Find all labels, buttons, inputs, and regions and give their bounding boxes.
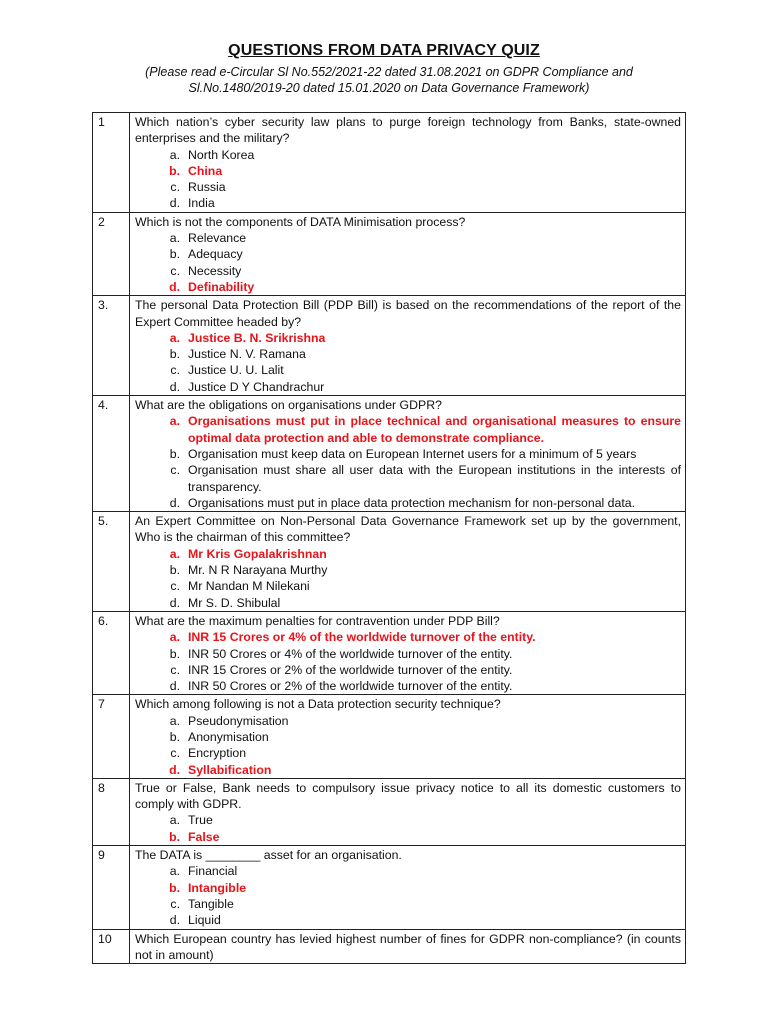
answer-options <box>135 147 681 212</box>
question-row <box>93 778 686 845</box>
option-letter: c. <box>170 180 180 195</box>
answer-option <box>135 346 681 362</box>
answer-option <box>135 362 681 378</box>
answer-option <box>135 662 681 678</box>
subtitle-line-2: Sl.No.1480/2019-20 dated 15.01.2020 on Data Governance Framework) <box>188 81 590 95</box>
question-text: The personal Data Protection Bill (PDP Bill) is based on the recommendations of the report of the Expert Committee headed by? <box>135 298 681 329</box>
option-text: Intangible <box>188 880 247 895</box>
question-row <box>93 695 686 778</box>
option-letter: a. <box>169 864 180 879</box>
option-text: Necessity <box>188 263 242 278</box>
answer-option <box>135 562 681 578</box>
question-number: 2 <box>93 212 130 295</box>
option-letter: c. <box>170 579 180 594</box>
question-cell <box>130 113 686 213</box>
answer-option <box>135 896 681 912</box>
option-text: Financial <box>188 864 238 879</box>
option-letter: b. <box>169 829 180 844</box>
option-letter: d. <box>169 679 180 694</box>
question-cell <box>130 212 686 295</box>
question-row <box>93 113 686 213</box>
answer-option <box>135 195 681 211</box>
option-letter: a. <box>169 713 180 728</box>
answer-option <box>135 713 681 729</box>
answer-options <box>135 330 681 395</box>
option-letter: d. <box>169 762 180 777</box>
question-row <box>93 296 686 396</box>
option-letter: d. <box>169 279 180 294</box>
answer-option <box>135 379 681 395</box>
option-text: INR 15 Crores or 4% of the worldwide turnover of the entity. <box>188 630 536 645</box>
option-text: Justice B. N. Srikrishna <box>188 330 326 345</box>
answer-options <box>135 713 681 778</box>
option-text: India <box>188 196 215 211</box>
option-text: Justice N. V. Ramana <box>188 347 306 362</box>
correct-answer-option <box>135 762 681 778</box>
option-text: Mr Kris Gopalakrishnan <box>188 546 327 561</box>
option-text: Syllabification <box>188 762 272 777</box>
option-text: Organisations must put in place technical and organisational measures to ensure optimal data protection and able to demonstrate compliance. <box>188 414 681 445</box>
question-row <box>93 396 686 512</box>
question-cell <box>130 611 686 694</box>
option-letter: a. <box>169 813 180 828</box>
option-letter: c. <box>170 463 180 478</box>
answer-option <box>135 578 681 594</box>
question-text: True or False, Bank needs to compulsory issue privacy notice to all its domestic customers to comply with GDPR. <box>135 780 681 812</box>
question-number: 1 <box>93 113 130 213</box>
option-letter: a. <box>169 231 180 246</box>
answer-options <box>135 863 681 928</box>
option-letter: b. <box>169 729 180 744</box>
option-letter: d. <box>169 595 180 610</box>
option-text: Encryption <box>188 746 247 761</box>
question-text: Which among following is not a Data protection security technique? <box>135 697 501 712</box>
option-text: Justice U. U. Lalit <box>188 363 284 378</box>
answer-options <box>135 546 681 611</box>
answer-option <box>135 729 681 745</box>
answer-options <box>135 230 681 295</box>
question-number: 5. <box>93 512 130 612</box>
question-number: 8 <box>93 778 130 845</box>
answer-options <box>135 629 681 694</box>
answer-options <box>135 812 681 845</box>
option-letter: d. <box>169 379 180 394</box>
question-number: 4. <box>93 396 130 512</box>
answer-option <box>135 462 681 495</box>
option-text: Tangible <box>188 896 234 911</box>
question-cell <box>130 695 686 778</box>
correct-answer-option <box>135 829 681 845</box>
question-number: 9 <box>93 846 130 929</box>
question-text: What are the maximum penalties for contravention under PDP Bill? <box>135 613 500 628</box>
question-number: 3. <box>93 296 130 396</box>
question-text: Which is not the components of DATA Minimisation process? <box>135 214 466 229</box>
question-number: 7 <box>93 695 130 778</box>
option-text: Mr. N R Narayana Murthy <box>188 563 328 578</box>
answer-option <box>135 246 681 262</box>
question-row <box>93 611 686 694</box>
correct-answer-option <box>135 279 681 295</box>
answer-option <box>135 912 681 928</box>
question-cell <box>130 512 686 612</box>
correct-answer-option <box>135 413 681 446</box>
option-text: Liquid <box>188 913 221 928</box>
question-cell <box>130 846 686 929</box>
correct-answer-option <box>135 629 681 645</box>
option-text: Mr S. D. Shibulal <box>188 595 281 610</box>
option-letter: b. <box>169 347 180 362</box>
question-text: The DATA is ________ asset for an organisation. <box>135 848 402 863</box>
answer-option <box>135 230 681 246</box>
question-text: What are the obligations on organisations under GDPR? <box>135 398 442 413</box>
option-text: Mr Nandan M Nilekani <box>188 579 310 594</box>
answer-option <box>135 495 681 511</box>
option-letter: c. <box>170 896 180 911</box>
answer-option <box>135 745 681 761</box>
answer-options <box>135 413 681 511</box>
option-letter: a. <box>169 147 180 162</box>
option-letter: a. <box>169 630 180 645</box>
option-letter: c. <box>170 363 180 378</box>
option-text: INR 15 Crores or 2% of the worldwide turnover of the entity. <box>188 662 513 677</box>
option-text: Russia <box>188 180 226 195</box>
option-letter: a. <box>169 414 180 429</box>
option-text: True <box>188 813 213 828</box>
option-letter: b. <box>169 247 180 262</box>
option-text: Adequacy <box>188 247 243 262</box>
quiz-table-body <box>93 113 686 964</box>
option-letter: c. <box>170 746 180 761</box>
question-text: Which nation’s cyber security law plans to purge foreign technology from Banks, state-owned enterprises and the military? <box>135 115 681 146</box>
correct-answer-option <box>135 880 681 896</box>
question-row <box>93 212 686 295</box>
option-text: Anonymisation <box>188 729 269 744</box>
question-cell <box>130 396 686 512</box>
quiz-table <box>92 112 686 964</box>
correct-answer-option <box>135 330 681 346</box>
option-text: Pseudonymisation <box>188 713 289 728</box>
option-letter: d. <box>169 495 180 510</box>
option-text: China <box>188 163 223 178</box>
option-text: Justice D Y Chandrachur <box>188 379 325 394</box>
option-text: Relevance <box>188 231 247 246</box>
question-text: An Expert Committee on Non-Personal Data Governance Framework set up by the government, Who is the chairman of this committee? <box>135 514 681 545</box>
page-subtitle <box>100 64 678 96</box>
answer-option <box>135 595 681 611</box>
question-text: Which European country has levied highest number of fines for GDPR non-compliance? (in counts not in amount) <box>135 931 681 962</box>
option-letter: c. <box>170 263 180 278</box>
option-text: Organisation must keep data on European Internet users for a minimum of 5 years <box>188 446 637 461</box>
option-letter: d. <box>169 913 180 928</box>
option-letter: d. <box>169 196 180 211</box>
option-letter: b. <box>169 646 180 661</box>
answer-option <box>135 263 681 279</box>
option-letter: c. <box>170 662 180 677</box>
correct-answer-option <box>135 163 681 179</box>
correct-answer-option <box>135 546 681 562</box>
option-text: Definability <box>188 279 255 294</box>
question-cell <box>130 929 686 964</box>
option-letter: b. <box>169 446 180 461</box>
option-text: False <box>188 829 220 844</box>
option-text: INR 50 Crores or 2% of the worldwide turnover of the entity. <box>188 679 513 694</box>
option-letter: b. <box>169 563 180 578</box>
answer-option <box>135 678 681 694</box>
answer-option <box>135 812 681 828</box>
option-text: Organisation must share all user data with the European institutions in the interests of transparency. <box>188 463 681 494</box>
question-row <box>93 512 686 612</box>
answer-option <box>135 147 681 163</box>
option-text: North Korea <box>188 147 255 162</box>
option-letter: a. <box>169 546 180 561</box>
answer-option <box>135 179 681 195</box>
page-title: QUESTIONS FROM DATA PRIVACY QUIZ <box>228 42 540 59</box>
question-number: 10 <box>93 929 130 964</box>
option-letter: b. <box>169 163 180 178</box>
question-row <box>93 846 686 929</box>
question-number: 6. <box>93 611 130 694</box>
option-text: INR 50 Crores or 4% of the worldwide turnover of the entity. <box>188 646 513 661</box>
answer-option <box>135 863 681 879</box>
answer-option <box>135 446 681 462</box>
question-row <box>93 929 686 964</box>
question-cell <box>130 296 686 396</box>
option-letter: b. <box>169 880 180 895</box>
subtitle-line-1: (Please read e-Circular Sl No.552/2021-22 dated 31.08.2021 on GDPR Compliance and <box>145 65 633 79</box>
option-text: Organisations must put in place data protection mechanism for non-personal data. <box>188 495 636 510</box>
option-letter: a. <box>169 330 180 345</box>
question-cell <box>130 778 686 845</box>
answer-option <box>135 646 681 662</box>
